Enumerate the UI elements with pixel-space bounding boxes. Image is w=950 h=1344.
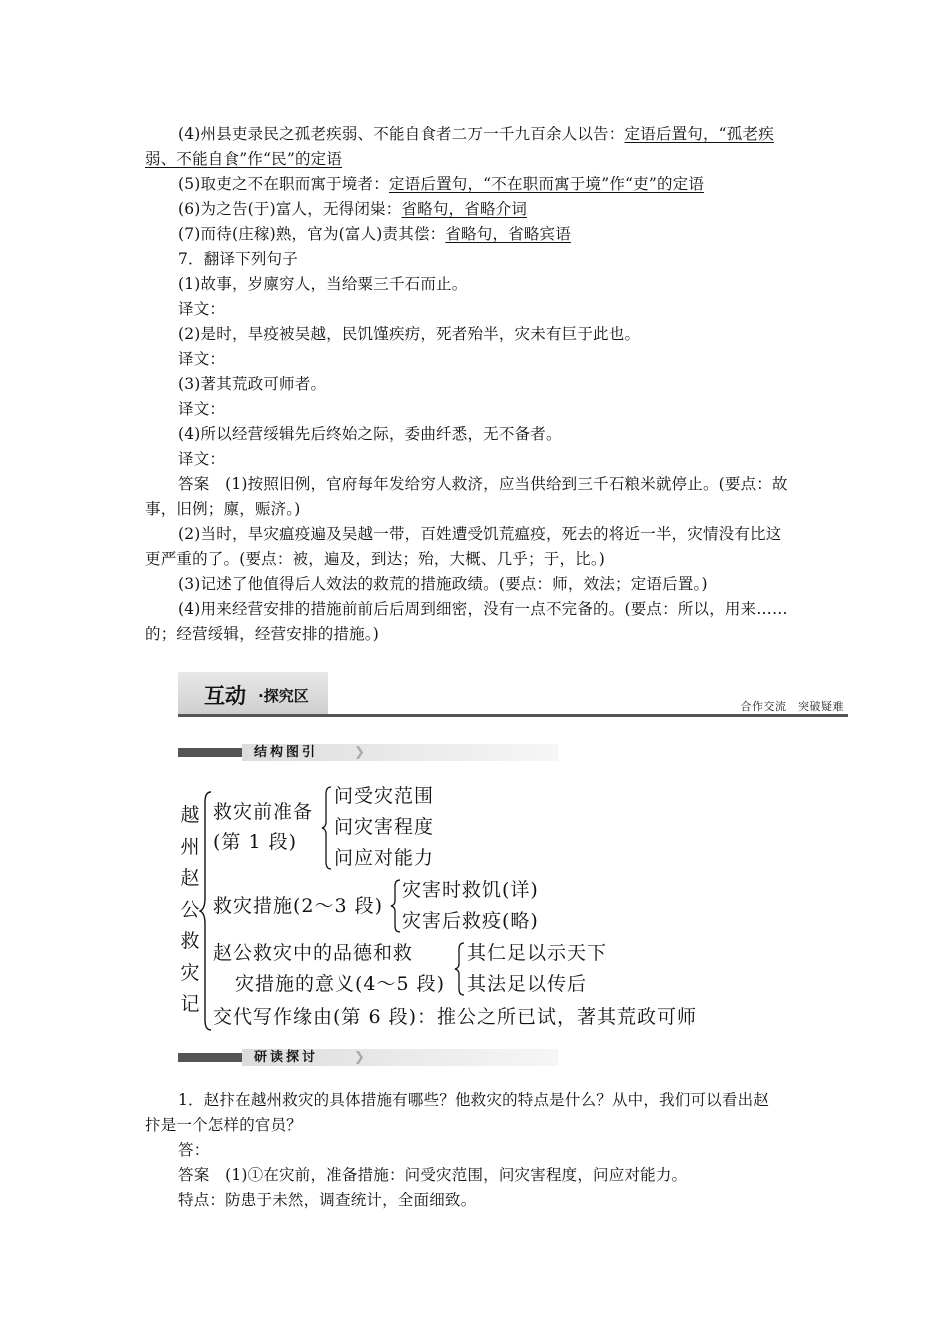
section-header-rule [178, 714, 848, 717]
section-tagline: 合作交流 突破疑难 [740, 700, 844, 713]
branch-virtue-item: 其仁足以示天下 [467, 942, 608, 964]
chevron-right-icon: ❯ [354, 1050, 365, 1065]
answer-underlined: 省略句，省略宾语 [445, 225, 571, 243]
subsection-bar-discussion [178, 1049, 558, 1066]
answer-underlined: 省略句，省略介词 [401, 200, 528, 218]
branch-measures-item: 灾害后救疫(略) [402, 910, 539, 932]
answer-underlined: 弱、不能自食”作“民”的定语 [145, 150, 343, 168]
branch-reason-label: 交代写作缘由(第 6 段)：推公之所已试，著其荒政可师 [213, 1006, 697, 1028]
subsection-bar-structure [178, 744, 558, 761]
section-title-sub: ·探究区 [258, 687, 309, 705]
answer-line: 答案 (1)按照旧例，官府每年发给穷人救济，应当供给到三千石粮米就停止。(要点：故 [178, 475, 788, 493]
translation-label: 译文： [178, 350, 226, 368]
main-brace-icon [199, 790, 213, 1032]
text-line: (4)州县吏录民之孤老疾弱、不能自食者二万一千九百余人以告：定语后置句，“孤老疾 [178, 125, 774, 143]
answer-label: 答： [178, 1141, 210, 1159]
answer-line: (3)记述了他值得后人效法的救荒的措施政绩。(要点：师，效法；定语后置。) [178, 575, 708, 593]
branch-virtue-label: 赵公救灾中的品德和救 [213, 942, 414, 964]
translation-label: 译文： [178, 450, 226, 468]
text-line: (3)著其荒政可师者。 [178, 375, 327, 393]
diagram-title-vertical: 越 州 赵 公 救 灾 记 [180, 804, 200, 1015]
question-line: 1．赵抃在越州救灾的具体措施有哪些？他救灾的特点是什么？从中，我们可以看出赵 [178, 1091, 769, 1109]
answer-line: (2)当时，旱灾瘟疫遍及吴越一带，百姓遭受饥荒瘟疫，死去的将近一半，灾情没有比这 [178, 525, 782, 543]
branch-prep-label: 救灾前准备 [213, 801, 314, 823]
question-line: 抃是一个怎样的官员？ [145, 1116, 303, 1134]
answer-line: 的；经营绥辑，经营安排的措施。) [145, 625, 379, 643]
branch-virtue-sublabel: 灾措施的意义(4～5 段) [235, 973, 446, 995]
answer-underlined: 定语后置句，“孤老疾 [624, 125, 774, 143]
branch-measures-item: 灾害时救饥(详) [402, 879, 539, 901]
subsection-title: 研读探讨 [254, 1050, 319, 1065]
chevron-right-icon: ❯ [354, 745, 365, 760]
brace-icon [454, 941, 466, 997]
section-title-main: 互动 [204, 684, 246, 708]
answer-line: (4)用来经营安排的措施前前后后周到细密，没有一点不完备的。(要点：所以，用来…… [178, 600, 788, 618]
branch-prep-sublabel: (第 1 段) [213, 831, 297, 853]
text-line: (7)而待(庄稼)熟，官为(富人)责其偿：省略句，省略宾语 [178, 225, 571, 243]
text-line: (6)为之告(于)富人，无得闭粜：省略句，省略介词 [178, 200, 528, 218]
answer-line: 更严重的了。(要点：被，遍及，到达；殆，大概、几乎；于，比。) [145, 550, 606, 568]
question-heading: 7．翻译下列句子 [178, 250, 298, 268]
text-line: (1)故事，岁廪穷人，当给粟三千石而止。 [178, 275, 468, 293]
answer-underlined: 定语后置句，“不在职而寓于境”作“吏”的定语 [388, 175, 705, 193]
text-line [145, 149, 342, 169]
translation-label: 译文： [178, 300, 226, 318]
text-line: (2)是时，旱疫被吴越，民饥馑疾疠，死者殆半，灾未有巨于此也。 [178, 325, 641, 343]
text-line: (4)所以经营绥辑先后终始之际，委曲纤悉，无不备者。 [178, 425, 562, 443]
brace-icon [390, 878, 402, 934]
section-header [178, 672, 848, 718]
branch-prep-item: 问应对能力 [334, 847, 435, 869]
branch-prep-item: 问受灾范围 [334, 785, 435, 807]
brace-icon [321, 785, 333, 871]
text-line: (5)取吏之不在职而寓于境者：定语后置句，“不在职而寓于境”作“吏”的定语 [178, 175, 705, 193]
subsection-title: 结构图引 [254, 745, 319, 760]
branch-measures-label: 救灾措施(2～3 段) [213, 895, 384, 917]
answer-line: 特点：防患于未然，调查统计，全面细致。 [178, 1191, 477, 1209]
answer-line: 事，旧例；廪，赈济。) [145, 500, 301, 518]
branch-prep-item: 问灾害程度 [334, 816, 435, 838]
answer-line: 答案 (1)①在灾前，准备措施：问受灾范围，问灾害程度，问应对能力。 [178, 1166, 688, 1184]
branch-virtue-item: 其法足以传后 [467, 973, 588, 995]
translation-label: 译文： [178, 400, 226, 418]
